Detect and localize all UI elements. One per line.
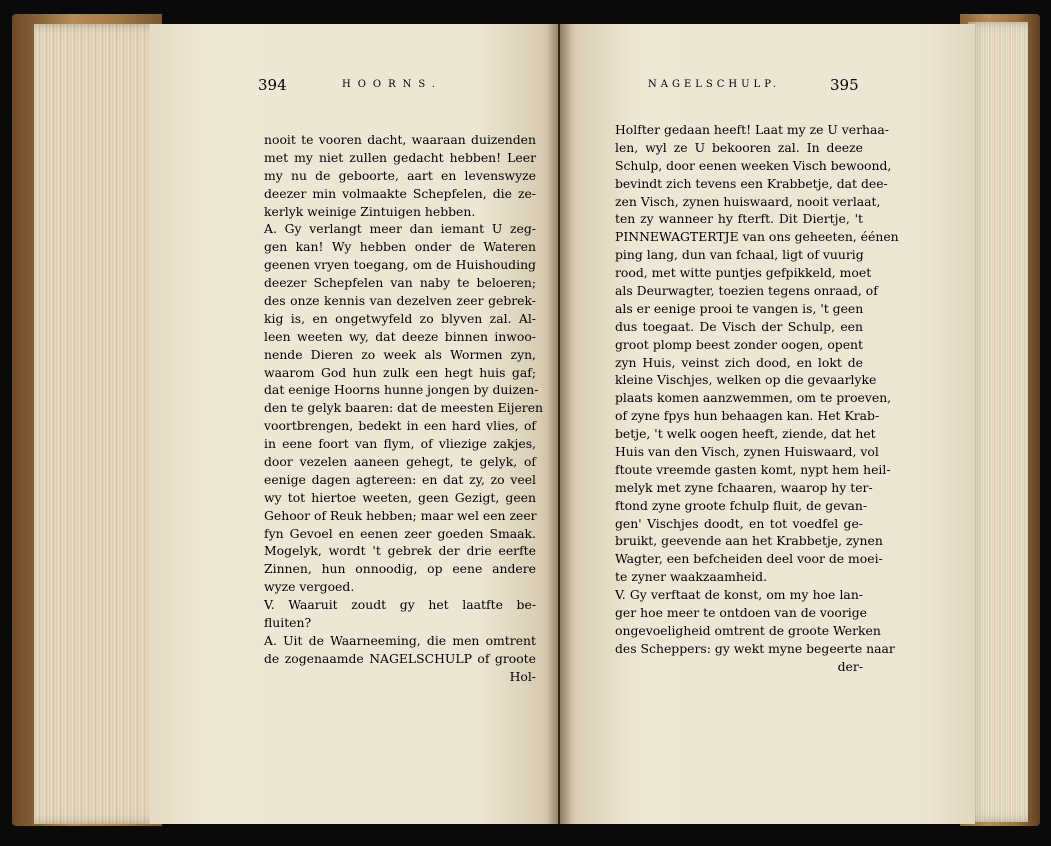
text-line: eenige dagen agtereen: en dat zy, zo veel [264,471,536,487]
text-line: gen kan! Wy hebben onder de Wateren [264,239,536,255]
text-line: Holfter gedaan heeft! Laat my ze U verhaa- [615,122,889,137]
text-line: fyn Gevoel en eenen zeer goeden Smaak. [264,525,536,541]
left-page-block [34,24,164,824]
text-line: dus toegaat. De Visch der Schulp, een [615,318,863,334]
text-line: geenen vryen toegang, om de Huishouding [264,257,536,273]
text-line: fluiten? [264,615,312,631]
text-line: groot plomp beest zonder oogen, opent [615,336,863,352]
text-line: leen weeten wy, dat deeze binnen inwoo- [264,328,536,344]
text-line: Huis van den Visch, zynen Huiswaard, vol [615,444,879,460]
text-line: Wagter, een befcheiden deel voor de moei- [615,551,883,567]
text-line: V. Gy verftaat de konst, om my hoe lan- [615,587,863,603]
text-line: PINNEWAGTERTJE van ons geheeten, éénen [615,229,899,245]
text-line: dat eenige Hoorns hunne jongen by duizen- [264,382,539,398]
text-line: ping lang, dun van fchaal, ligt of vuurig [615,247,864,263]
text-line: A. Uit de Waarneeming, die men omtrent [264,632,536,648]
left-page-text [264,131,544,686]
text-line: Schulp, door eenen weeken Visch bewoond, [615,157,892,173]
text-line: wyze vergoed. [264,579,355,595]
text-line: ongevoeligheid omtrent de groote Werken [615,622,881,638]
text-line: ten zy wanneer hy fterft. Dit Diertje, 't [615,211,863,227]
text-line: my nu de geboorte, aart en levenswyze [264,167,536,183]
right-page-number: 395 [830,76,859,94]
text-line: Zinnen, hun onnoodig, op eene andere [264,561,536,577]
text-line: kleine Vischjes, welken op die gevaarlyke [615,372,877,388]
text-line: bruikt, geevende aan het Krabbetje, zynen [615,533,883,549]
right-running-head: NAGELSCHULP. [648,79,781,90]
text-line: melyk met zyne fchaaren, waarop hy ter- [615,479,873,495]
text-line: des Scheppers: gy wekt myne begeerte naar [615,640,895,656]
text-line: deezer Schepfelen van naby te beloeren; [264,275,536,291]
text-line: te zyner waakzaamheid. [615,569,768,585]
text-line: ger hoe meer te ontdoen van de voorige [615,605,868,621]
text-line: nende Dieren zo week als Wormen zyn, [264,346,536,362]
gutter-shadow [548,24,572,824]
right-page-block [968,22,1028,822]
text-line: V. Waaruit zoudt gy het laatfte be- [264,597,536,613]
text-line: of zyne fpys hun behaagen kan. Het Krab- [615,408,880,424]
text-line: deezer min volmaakte Schepfelen, die ze- [264,185,536,201]
text-line: wy tot hiertoe weeten, geen Gezigt, geen [264,489,536,505]
text-line: de zogenaamde NAGELSCHULP of groote [264,650,536,666]
text-line: bevindt zich tevens een Krabbetje, dat dee- [615,175,888,191]
text-line: des onze kennis van dezelven zeer gebrek- [264,293,536,309]
right-page-text [615,121,899,676]
text-line: der- [837,658,863,674]
text-line: zen Visch, zynen huiswaard, nooit verlaat, [615,193,881,209]
text-line: kig is, en ongetwyfeld zo blyven zal. Al- [264,310,536,326]
text-line: ftond zyne groote fchulp fluit, de gevan- [615,497,868,513]
text-line: met my niet zullen gedacht hebben! Leer [264,149,536,165]
left-running-head: HOORNS. [342,79,443,90]
text-line: Hol- [509,668,536,684]
text-line: in eene foort van flym, of vliezige zakjes, [264,436,536,452]
text-line: Mogelyk, wordt 't gebrek der drie eerfte [264,543,536,559]
text-line: plaats komen aanzwemmen, om te proeven, [615,390,892,406]
text-line: waarom God hun zulk een hegt huis gaf; [264,364,536,380]
text-line: len, wyl ze U bekooren zal. In deeze [615,139,863,155]
text-line: zyn Huis, veinst zich dood, en lokt de [615,354,863,370]
text-line: den te gelyk baaren: dat de meesten Eijeren [264,400,544,416]
left-page-number: 394 [258,76,287,94]
text-line: betje, 't welk oogen heeft, ziende, dat het [615,426,876,442]
text-line: voortbrengen, bedekt in een hard vlies, of [264,418,536,434]
text-line: ftoute vreemde gasten komt, nypt hem heil- [615,461,891,477]
text-line: nooit te vooren dacht, waaraan duizenden [264,132,536,147]
text-line: door vezelen aaneen gehegt, te gelyk, of [264,454,536,470]
text-line: kerlyk weinige Zintuigen hebben. [264,203,476,219]
text-line: als er eenige prooi te vangen is, 't geen [615,300,864,316]
text-line: rood, met witte puntjes gefpikkeld, moet [615,265,872,281]
text-line: A. Gy verlangt meer dan iemant U zeg- [264,221,536,237]
text-line: gen' Vischjes doodt, en tot voedfel ge- [615,515,863,531]
text-line: als Deurwagter, toezien tegens onraad, of [615,283,878,299]
text-line: Gehoor of Reuk hebben; maar wel een zeer [264,507,537,523]
